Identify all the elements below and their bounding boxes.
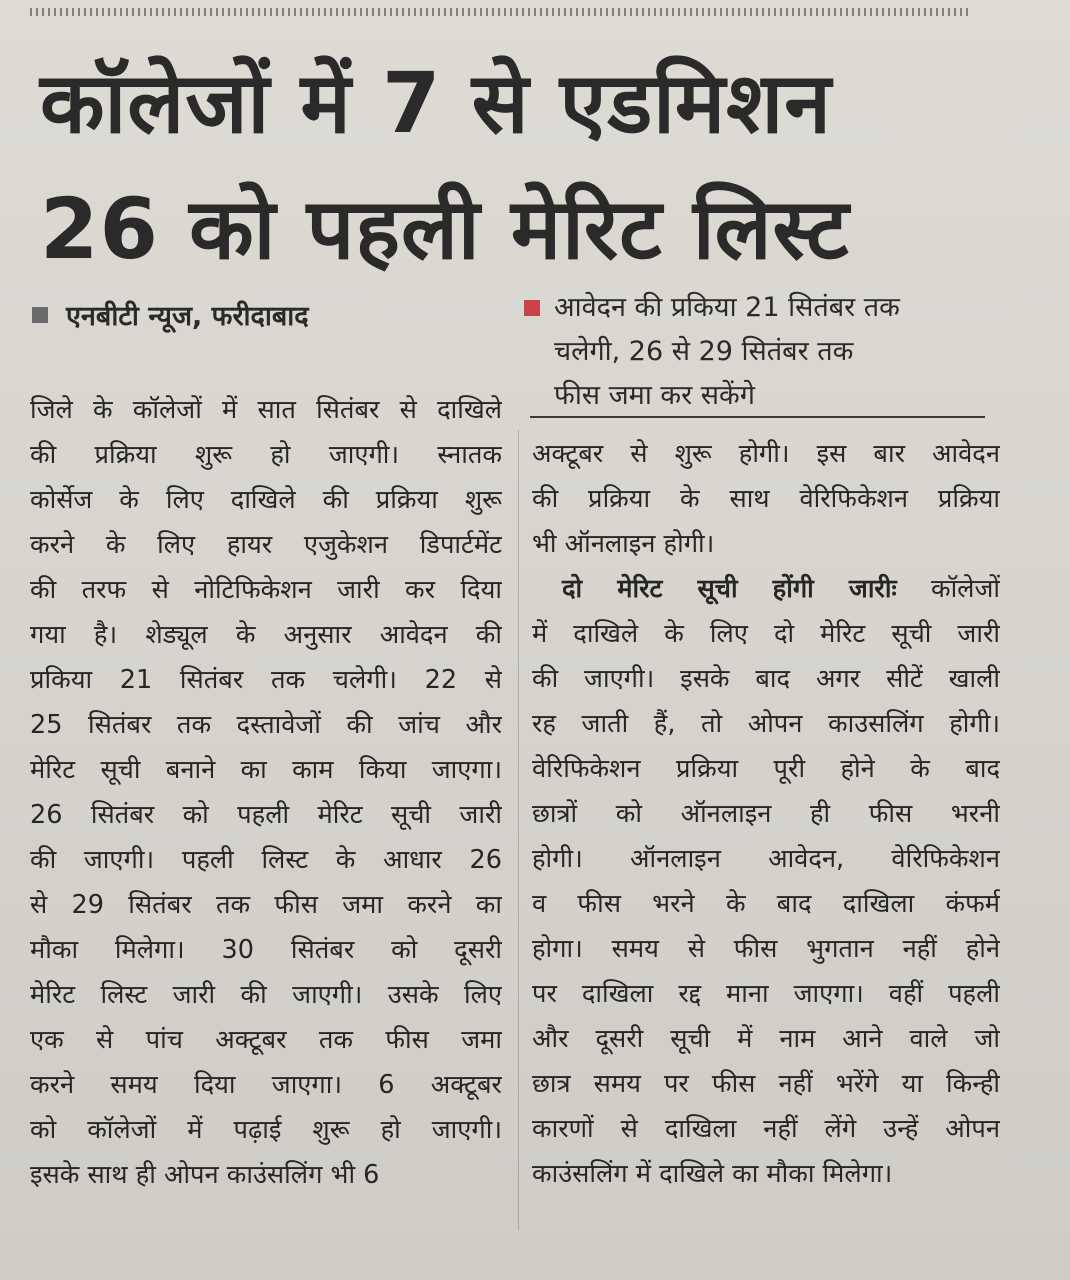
body-line: 26 सितंबर को पहली मेरिट सूची जारी (30, 800, 502, 830)
body-line: वेरिफिकेशन प्रक्रिया पूरी होने के बाद (532, 754, 1000, 784)
top-dotted-rule (30, 8, 970, 16)
body-line: काउंसलिंग में दाखिले का मौका मिलेगा। (532, 1159, 893, 1189)
body-line: जिले के कॉलेजों में सात सितंबर से दाखिले (30, 395, 502, 425)
body-line: इसके साथ ही ओपन काउंसलिंग भी 6 (30, 1160, 380, 1190)
body-line: की प्रक्रिया के साथ वेरिफिकेशन प्रक्रिया (532, 484, 1000, 514)
body-line: अक्टूबर से शुरू होगी। इस बार आवेदन (532, 439, 1000, 469)
column-divider (518, 430, 519, 1230)
body-line: की प्रक्रिया शुरू हो जाएगी। स्नातक (30, 440, 502, 470)
subhead-rule (530, 416, 985, 418)
byline (32, 296, 309, 333)
body-line: पर दाखिला रद्द माना जाएगा। वहीं पहली (532, 979, 1000, 1009)
headline-line-1: कॉलेजों में 7 से एडमिशन (40, 54, 832, 152)
square-bullet-icon (32, 307, 48, 323)
body-line: व फीस भरने के बाद दाखिला कंफर्म (532, 889, 1000, 919)
body-line: मेरिट लिस्ट जारी की जाएगी। उसके लिए (30, 980, 502, 1010)
body-line: मेरिट सूची बनाने का काम किया जाएगा। (30, 755, 502, 785)
body-line: प्रकिया 21 सितंबर तक चलेगी। 22 से (30, 665, 502, 695)
headline-line-2: 26 को पहली मेरिट लिस्ट (40, 180, 850, 278)
left-column (30, 388, 502, 1198)
body-line: छात्र समय पर फीस नहीं भरेंगे या किन्ही (532, 1069, 1000, 1099)
body-line: करने समय दिया जाएगा। 6 अक्टूबर (30, 1070, 502, 1100)
right-column (532, 432, 1000, 1197)
headline (40, 40, 1030, 292)
subhead-line-1-row (524, 286, 984, 330)
body-line: की तरफ से नोटिफिकेशन जारी कर दिया (30, 575, 502, 605)
body-line: एक से पांच अक्टूबर तक फीस जमा (30, 1025, 502, 1055)
body-line-start: कॉलेजों (930, 574, 1000, 604)
body-line: छात्रों को ऑनलाइन ही फीस भरनी (532, 799, 1000, 829)
body-line: होगा। समय से फीस भुगतान नहीं होने (532, 934, 1000, 964)
section-subhead-line (532, 567, 1000, 612)
subhead-line-2: चलेगी, 26 से 29 सितंबर तक (554, 336, 854, 367)
body-line: कारणों से दाखिला नहीं लेंगे उन्हें ओपन (532, 1114, 1000, 1144)
byline-text: एनबीटी न्यूज, फरीदाबाद (66, 301, 309, 332)
body-line: गया है। शेड्यूल के अनुसार आवेदन की (30, 620, 502, 650)
body-line: 25 सितंबर तक दस्तावेजों की जांच और (30, 710, 502, 740)
body-line: की जाएगी। इसके बाद अगर सीटें खाली (532, 664, 1000, 694)
body-line: को कॉलेजों में पढ़ाई शुरू हो जाएगी। (30, 1115, 502, 1145)
body-line: की जाएगी। पहली लिस्ट के आधार 26 (30, 845, 502, 875)
body-line: कोर्सेज के लिए दाखिले की प्रक्रिया शुरू (30, 485, 502, 515)
red-square-bullet-icon (524, 300, 540, 316)
body-line: भी ऑनलाइन होगी। (532, 529, 715, 559)
body-line: मौका मिलेगा। 30 सितंबर को दूसरी (30, 935, 502, 965)
subhead-line-1: आवेदन की प्रकिया 21 सितंबर तक (554, 292, 900, 323)
section-subhead: दो मेरिट सूची होंगी जारीः (562, 574, 897, 604)
body-line: होगी। ऑनलाइन आवेदन, वेरिफिकेशन (532, 844, 1000, 874)
subhead-line-3: फीस जमा कर सकेंगे (554, 380, 755, 411)
body-line: करने के लिए हायर एजुकेशन डिपार्टमेंट (30, 530, 502, 560)
body-line: और दूसरी सूची में नाम आने वाले जो (532, 1024, 1000, 1054)
body-line: रह जाती हैं, तो ओपन काउसलिंग होगी। (532, 709, 1000, 739)
subheadline (524, 286, 984, 418)
body-line: से 29 सितंबर तक फीस जमा करने का (30, 890, 502, 920)
body-line: में दाखिले के लिए दो मेरिट सूची जारी (532, 619, 1000, 649)
